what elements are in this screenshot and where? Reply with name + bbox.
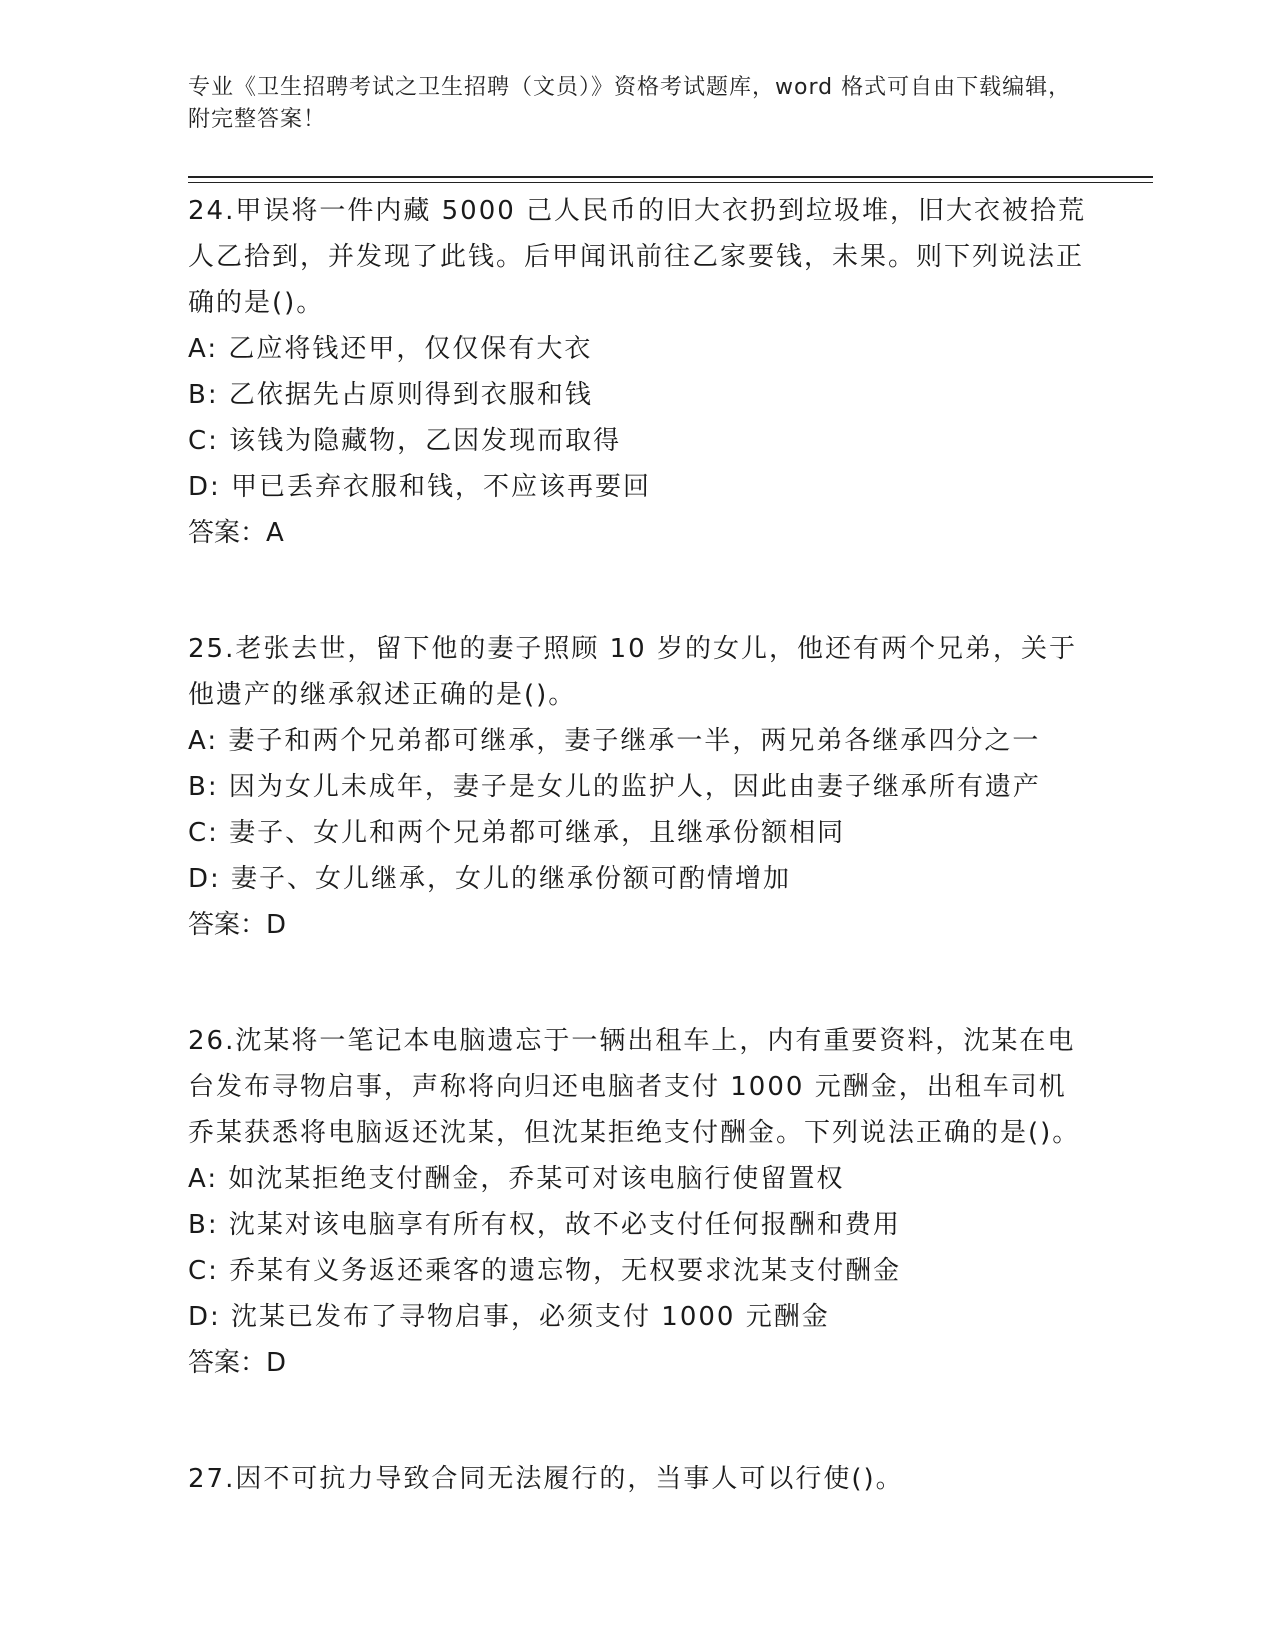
answer-line: 答案：A [188,518,284,548]
option-c: C: 乔某有义务返还乘客的遗忘物，无权要求沈某支付酬金 [188,1256,902,1286]
option-d: D: 妻子、女儿继承，女儿的继承份额可酌情增加 [188,864,792,894]
page-header: 专业《卫生招聘考试之卫生招聘（文员）》资格考试题库，word 格式可自由下载编辑，附完整答案！ [188,75,1072,132]
question-stem: 25.老张去世，留下他的妻子照顾 10 岁的女儿，他还有两个兄弟，关于他遗产的继承叙述正确的是()。 [188,634,1077,710]
option-b: B: 因为女儿未成年，妻子是女儿的监护人，因此由妻子继承所有遗产 [188,772,1041,802]
question-25 [188,626,1088,948]
question-spacer [188,556,1088,626]
option-c: C: 妻子、女儿和两个兄弟都可继承，且继承份额相同 [188,818,846,848]
question-list [188,188,1088,1502]
option-a: A: 乙应将钱还甲，仅仅保有大衣 [188,334,593,364]
option-c: C: 该钱为隐藏物，乙因发现而取得 [188,426,622,456]
option-a: A: 如沈某拒绝支付酬金，乔某可对该电脑行使留置权 [188,1164,845,1194]
question-stem: 24.甲误将一件内藏 5000 己人民币的旧大衣扔到垃圾堆，旧大衣被拾荒人乙拾到，并发现了此钱。后甲闻讯前往乙家要钱，未果。则下列说法正确的是()。 [188,196,1087,318]
question-stem: 27.因不可抗力导致合同无法履行的，当事人可以行使()。 [188,1464,904,1494]
question-27 [188,1456,1088,1502]
header-divider-thin [188,182,1153,183]
answer-line: 答案：D [188,910,287,940]
question-stem: 26.沈某将一笔记本电脑遗忘于一辆出租车上，内有重要资料，沈某在电台发布寻物启事，声称将向归还电脑者支付 1000 元酬金，出租车司机乔某获悉将电脑返还沈某，但沈某拒绝支付酬金。下列说法正确的是()。 [188,1026,1081,1148]
header-divider-thick [188,176,1153,178]
option-b: B: 沈某对该电脑享有所有权，故不必支付任何报酬和费用 [188,1210,901,1240]
option-d: D: 甲已丢弃衣服和钱，不应该再要回 [188,472,652,502]
option-d: D: 沈某已发布了寻物启事，必须支付 1000 元酬金 [188,1302,830,1332]
question-spacer [188,1386,1088,1456]
question-26 [188,1018,1088,1386]
option-a: A: 妻子和两个兄弟都可继承，妻子继承一半，两兄弟各继承四分之一 [188,726,1041,756]
question-spacer [188,948,1088,1018]
option-b: B: 乙依据先占原则得到衣服和钱 [188,380,593,410]
question-24 [188,188,1088,556]
answer-line: 答案：D [188,1348,287,1378]
